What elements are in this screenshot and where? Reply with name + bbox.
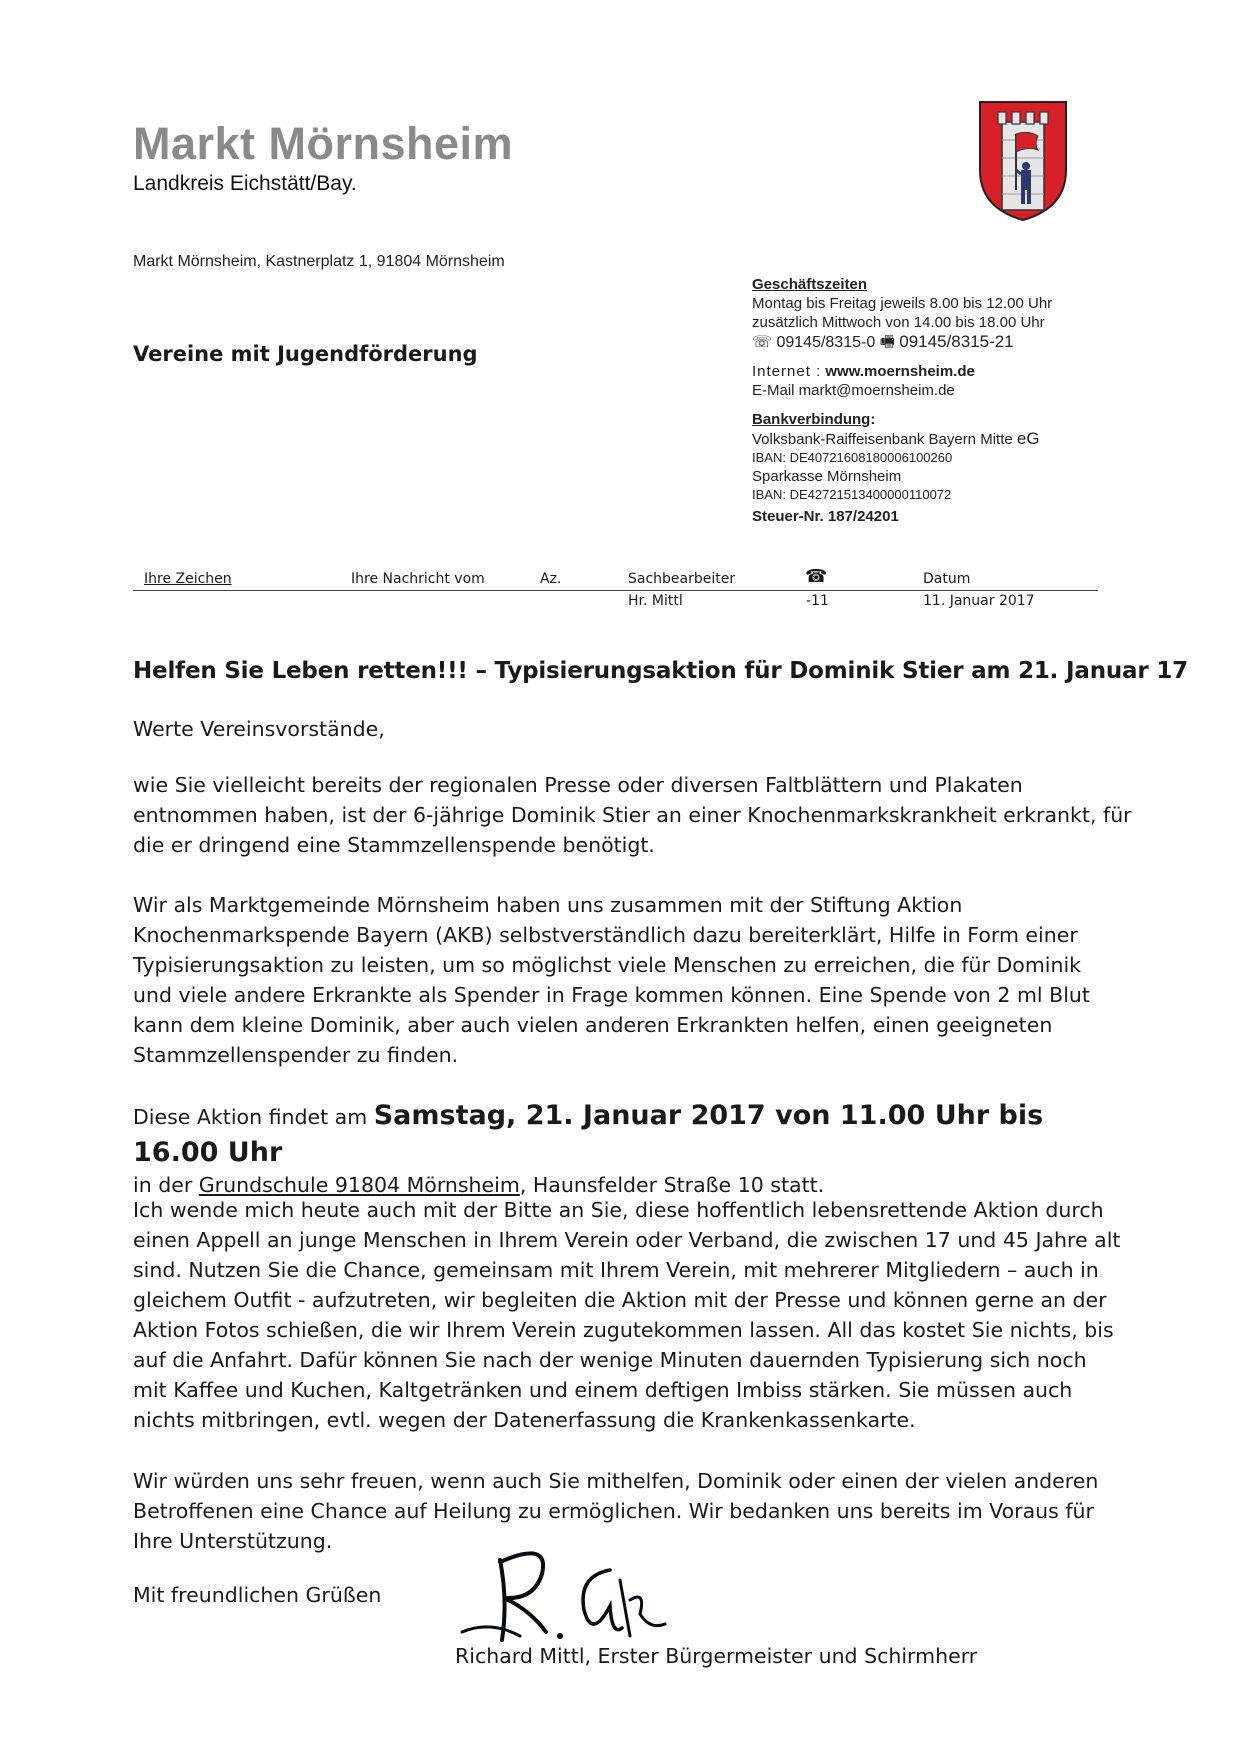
hours-heading: Geschäftszeiten: [752, 276, 868, 293]
ref-ihre-zeichen: Ihre Zeichen: [144, 571, 232, 587]
reference-bar: [133, 568, 1098, 591]
paragraph-1: [133, 770, 1133, 860]
org-subtitle: Landkreis Eichstätt/Bay.: [133, 172, 357, 195]
hours-line-1: Montag bis Freitag jeweils 8.00 bis 12.00 Uhr: [752, 295, 1053, 312]
event-place: Grundschule 91804 Mörnsheim: [198, 1173, 520, 1197]
recipient: Vereine mit Jugendförderung: [133, 342, 478, 366]
tax-number: 187/24201: [827, 508, 899, 525]
org-name: Markt Mörnsheim: [133, 118, 514, 169]
reference-values: [133, 590, 1098, 614]
bank-heading: Bankverbindung: [752, 411, 871, 428]
phone-icon: ☎: [805, 566, 828, 587]
contact-info: Geschäftszeiten Montag bis Freitag jeweils 8.00 bis 12.00 Uhr zusätzlich Mittwoch von 14.00 bis 18.00 Uhr ☏ 09145/8315-0 🖷 09145/8315-21 Internet : www.moernsheim.de E-Mail markt@moernsheim.de Bankverbindung: Volksbank-Raiffeisenbank Bayern Mitte eG IBAN: DE40721608180006100260 Sparkasse Mörnsheim IBAN: DE42721513400000110072 Steuer-Nr. 187/24201: [752, 275, 1082, 526]
bank2-name: Sparkasse Mörnsheim: [752, 468, 902, 485]
paragraph-3-text: Ich wende mich heute auch mit der Bitte an Sie, diese hoffentlich lebensrettende Aktion durch einen Appell an junge Menschen in Ihrem Verein oder Verband, die zwischen 17 und 45 Jahre alt sind. Nutzen Sie die Chance, gemeinsam mit Ihrem Verein, mit mehrerer Mitgliedern – auch in gleichem Outfit - aufzutreten, wir begleiten die Aktion mit der Presse und können gerne an der Aktion Fotos schießen, die wir Ihrem Verein zugutekommen lassen. All das kostet Sie nichts, bis auf die Anfahrt. Dafür können Sie nach der wenige Minuten dauernden Typisierung sich noch mit Kaffee und Kuchen, Kaltgetränken und einem deftigen Imbiss stärken. Sie müssen auch nichts mitbringen, evtl. wegen der Datenerfassung die Krankenkassenkarte.: [133, 1198, 1121, 1432]
closing: Mit freundlichen Grüßen: [133, 1583, 382, 1607]
ref-sachbearbeiter-value: Hr. Mittl: [628, 593, 683, 609]
bank1-iban: IBAN: DE40721608180006100260: [752, 450, 953, 465]
bank1-name: Volksbank-Raiffeisenbank Bayern Mitte: [752, 431, 1013, 448]
handwritten-signature: [460, 1540, 670, 1650]
signer-name: Richard Mittl, Erster Bürgermeister und Schirmherr: [455, 1644, 978, 1668]
phone-number: 09145/8315-0: [776, 334, 876, 351]
paragraph-3: [133, 1195, 1123, 1435]
fax-icon: 🖷: [879, 334, 895, 351]
phone-fax-row: [752, 332, 1082, 352]
tax-label: Steuer-Nr.: [752, 508, 824, 525]
hours-line-2: zusätzlich Mittwoch von 14.00 bis 18.00 Uhr: [752, 314, 1045, 331]
ref-durchwahl-value: -11: [806, 593, 829, 609]
internet-label: Internet :: [752, 363, 822, 380]
event-in: in der: [133, 1173, 199, 1197]
paragraph-2: [133, 890, 1123, 1070]
phone-icon: ☏: [752, 334, 773, 351]
paragraph-2-text: Wir als Marktgemeinde Mörnsheim haben uns zusammen mit der Stiftung Aktion Knochenmarkspende Bayern (AKB) selbstverständlich dazu bereiterklärt, Hilfe in Form einer Typisierungsaktion zu leisten, um so möglichst viele Menschen zu erreichen, die für Dominik und viele andere Erkrankte als Spender in Frage kommen können. Eine Spende von 2 ml Blut kann dem kleine Dominik, aber auch vielen anderen Erkrankten helfen, einen geeigneten Stammzellenspender zu finden.: [133, 893, 1090, 1067]
coat-of-arms-tower-icon: [978, 100, 1068, 222]
fax-number: 09145/8315-21: [899, 332, 1014, 351]
ref-datum: Datum: [923, 571, 971, 587]
paragraph-1-text: wie Sie vielleicht bereits der regionalen Presse oder diversen Faltblättern und Plakaten entnommen haben, ist der 6-jährige Dominik Stier an einer Knochenmarkskrankheit erkrankt, für die er dringend eine Stammzellenspende benötigt.: [133, 773, 1132, 857]
event-details: [133, 1098, 1123, 1198]
return-address: Markt Mörnsheim, Kastnerplatz 1, 91804 Mörnsheim: [133, 253, 505, 270]
ref-datum-value: 11. Januar 2017: [923, 593, 1035, 609]
letter-subject: Helfen Sie Leben retten!!! – Typisierungsaktion für Dominik Stier am 21. Januar 17: [133, 658, 1188, 684]
ref-sachbearbeiter: Sachbearbeiter: [628, 571, 736, 587]
email[interactable]: E-Mail markt@moernsheim.de: [752, 382, 955, 399]
salutation: Werte Vereinsvorstände,: [133, 717, 385, 741]
paragraph-4-text: Wir würden uns sehr freuen, wenn auch Sie mithelfen, Dominik oder einen der vielen anderen Betroffenen eine Chance auf Heilung zu ermöglichen. Wir bedanken uns bereits im Voraus für Ihre Unterstützung.: [133, 1469, 1099, 1553]
ref-ihre-nachricht: Ihre Nachricht vom: [351, 571, 485, 587]
bank2-iban: IBAN: DE42721513400000110072: [752, 487, 952, 502]
bank1-suffix: eG: [1016, 429, 1040, 448]
event-time: Samstag, 21. Januar 2017 von 11.00 Uhr bis 16.00 Uhr: [133, 1100, 1044, 1168]
event-rest: , Haunsfelder Straße 10 statt.: [519, 1173, 825, 1197]
event-intro: Diese Aktion findet am: [133, 1105, 374, 1129]
website-link[interactable]: www.moernsheim.de: [825, 363, 975, 380]
ref-az: Az.: [540, 571, 562, 587]
